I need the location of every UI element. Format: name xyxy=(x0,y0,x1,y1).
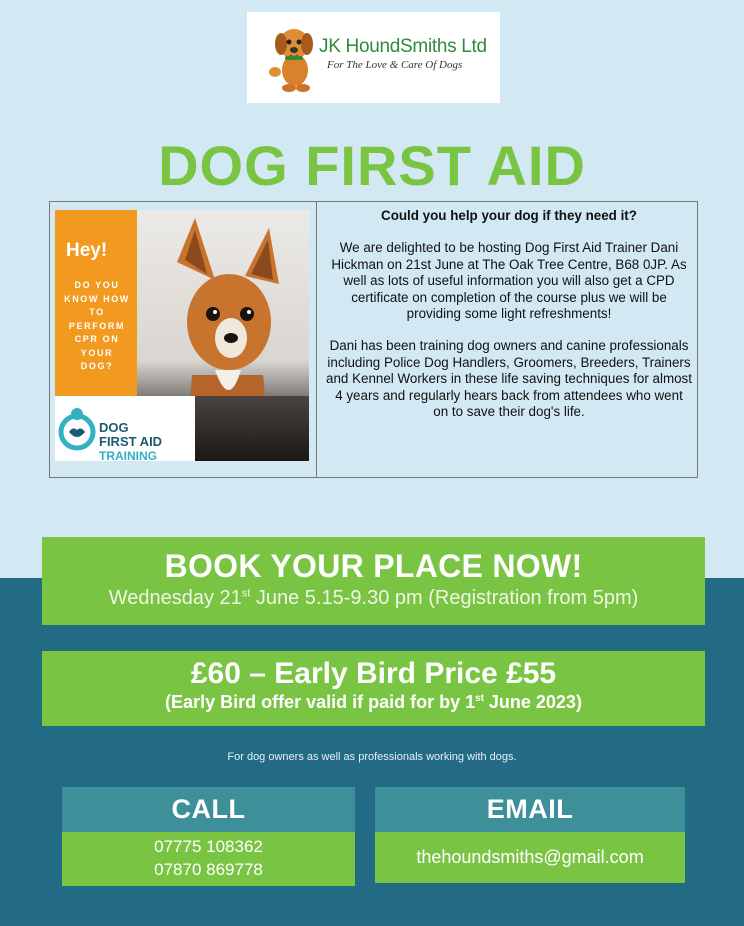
email-address[interactable]: thehoundsmiths@gmail.com xyxy=(375,832,685,883)
promo-logo-line3: TRAINING xyxy=(99,449,157,461)
dog-photo-floor xyxy=(195,396,309,461)
price-note-sup: st xyxy=(475,693,484,704)
email-box xyxy=(375,787,685,883)
booking-title: BOOK YOUR PLACE NOW! xyxy=(164,548,583,584)
logo-tagline: For The Love & Care Of Dogs xyxy=(327,59,463,71)
booking-date-pre: Wednesday 21 xyxy=(108,587,242,609)
info-heading: Could you help your dog if they need it? xyxy=(381,208,637,223)
booking-date-sup: st xyxy=(241,587,251,600)
company-logo xyxy=(247,12,500,103)
price-title: £60 – Early Bird Price £55 xyxy=(190,657,557,690)
info-text xyxy=(326,208,692,436)
heart-paw-icon xyxy=(57,406,99,456)
price-note-pre: (Early Bird offer valid if paid for by 1 xyxy=(165,692,476,712)
audience-note: For dog owners as well as professionals working with dogs. xyxy=(227,751,517,763)
dog-mascot-icon xyxy=(261,20,323,96)
phone-numbers xyxy=(62,832,355,886)
page-title: DOG FIRST AID xyxy=(158,134,586,197)
phone-number-2[interactable]: 07870 869778 xyxy=(154,860,263,879)
info-paragraph-2: Dani has been training dog owners and canine professionals including Police Dog Handlers, Groomers, Breeders, Trainers and Kennel Workers in these life saving techniques for almost 4 years and regularly hears back from attendees who went on to save their dog's life. xyxy=(326,338,692,420)
promo-logo-line1: DOG xyxy=(99,420,129,435)
booking-banner xyxy=(42,537,705,625)
promo-question-text: DO YOU KNOW HOW TO PERFORM CPR ON YOUR DOG? xyxy=(64,280,130,371)
booking-date-post: June 5.15-9.30 pm (Registration from 5pm) xyxy=(250,587,639,609)
promo-logo-line2: FIRST AID xyxy=(99,434,163,449)
price-banner xyxy=(42,651,705,726)
info-table xyxy=(49,201,698,478)
price-note-post: June 2023) xyxy=(483,692,582,712)
call-box xyxy=(62,787,355,883)
promo-hey-text: Hey! xyxy=(66,240,108,261)
dog-first-aid-logo xyxy=(99,421,162,461)
phone-number-1[interactable]: 07775 108362 xyxy=(154,837,263,856)
table-divider xyxy=(316,202,317,477)
promo-image xyxy=(55,210,309,461)
call-heading: CALL xyxy=(62,787,355,832)
booking-date xyxy=(42,587,705,610)
logo-company-name: JK HoundSmiths Ltd xyxy=(319,36,487,57)
email-heading: EMAIL xyxy=(375,787,685,832)
price-note xyxy=(42,692,705,713)
info-paragraph-1: We are delighted to be hosting Dog First Aid Trainer Dani Hickman on 21st June at The Oak Tree Centre, B68 0JP. As well as lots of useful information you will also get a CPD certificate on completion of the course plus we will be providing some light refreshments! xyxy=(331,240,687,322)
